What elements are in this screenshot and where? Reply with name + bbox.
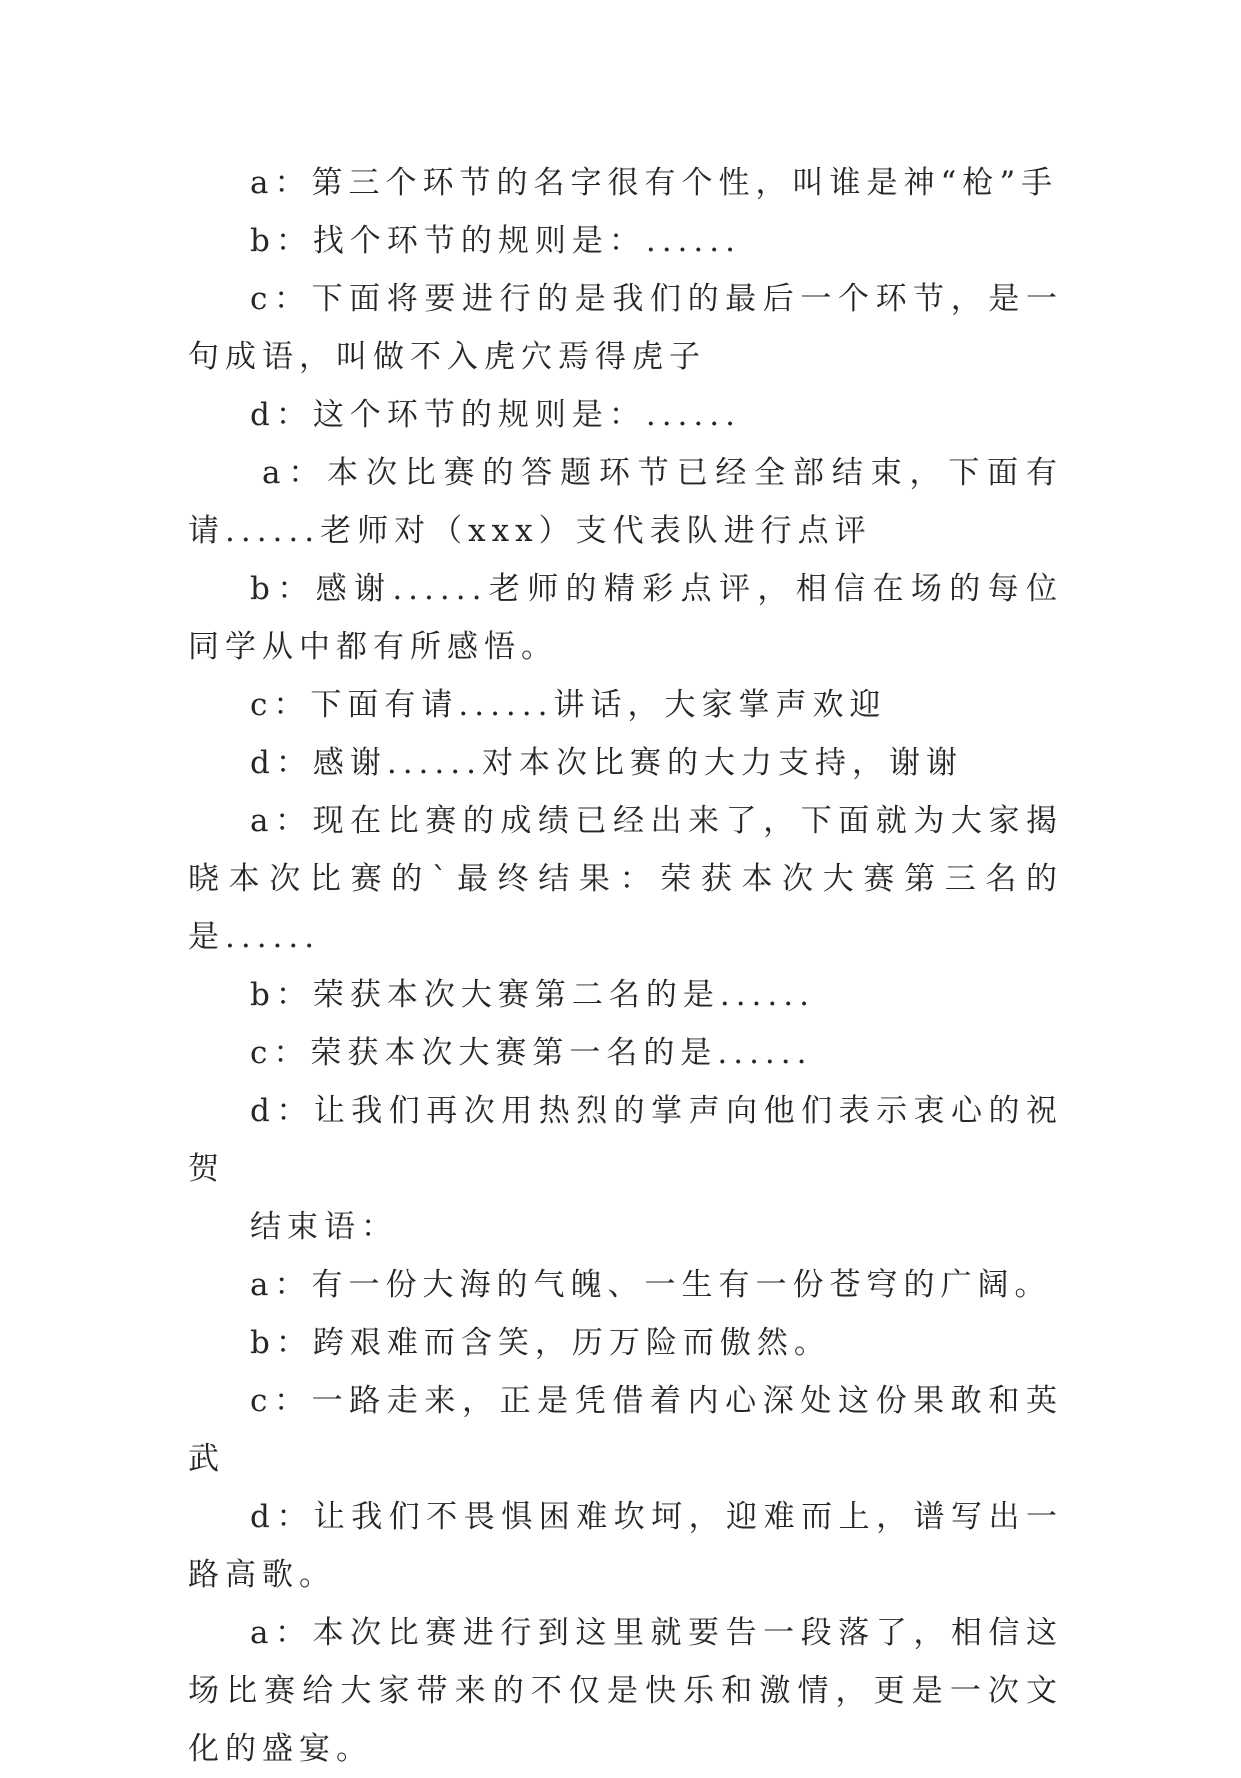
paragraph: d：感谢......对本次比赛的大力支持，谢谢 — [250, 745, 963, 781]
paragraph: a：第三个环节的名字很有个性，叫谁是神“枪”手 — [250, 165, 1059, 201]
paragraph: b：跨艰难而含笑，历万险而傲然。 — [250, 1325, 831, 1361]
paragraph: a：本次比赛的答题环节已经全部结束，下面有请......老师对（xxx）支代表队进行点评 — [188, 455, 1063, 549]
paragraph: c：一路走来，正是凭借着内心深处这份果敢和英武 — [188, 1383, 1063, 1477]
paragraph: a：有一份大海的气魄、一生有一份苍穹的广阔。 — [250, 1267, 1052, 1303]
paragraph: d：让我们不畏惧困难坎坷，迎难而上，谱写出一路高歌。 — [188, 1499, 1063, 1593]
paragraph: c：下面有请......讲话，大家掌声欢迎 — [250, 687, 887, 723]
document-page — [188, 154, 1063, 1778]
section-heading: 结束语： — [250, 1209, 398, 1245]
paragraph: a：现在比赛的成绩已经出来了，下面就为大家揭晓本次比赛的`最终结果：荣获本次大赛第三名的是...... — [188, 803, 1063, 955]
paragraph: b：感谢......老师的精彩点评，相信在场的每位同学从中都有所感悟。 — [188, 571, 1063, 665]
paragraph: c：下面将要进行的是我们的最后一个环节，是一句成语，叫做不入虎穴焉得虎子 — [188, 281, 1063, 375]
paragraph: b：荣获本次大赛第二名的是...... — [250, 977, 815, 1013]
paragraph: d：让我们再次用热烈的掌声向他们表示衷心的祝贺 — [188, 1093, 1063, 1187]
paragraph: a：本次比赛进行到这里就要告一段落了，相信这场比赛给大家带来的不仅是快乐和激情，更是一次文化的盛宴。 — [188, 1615, 1063, 1767]
paragraph: b：找个环节的规则是：...... — [250, 223, 741, 259]
paragraph: d：这个环节的规则是：...... — [250, 397, 741, 433]
paragraph: c：荣获本次大赛第一名的是...... — [250, 1035, 813, 1071]
